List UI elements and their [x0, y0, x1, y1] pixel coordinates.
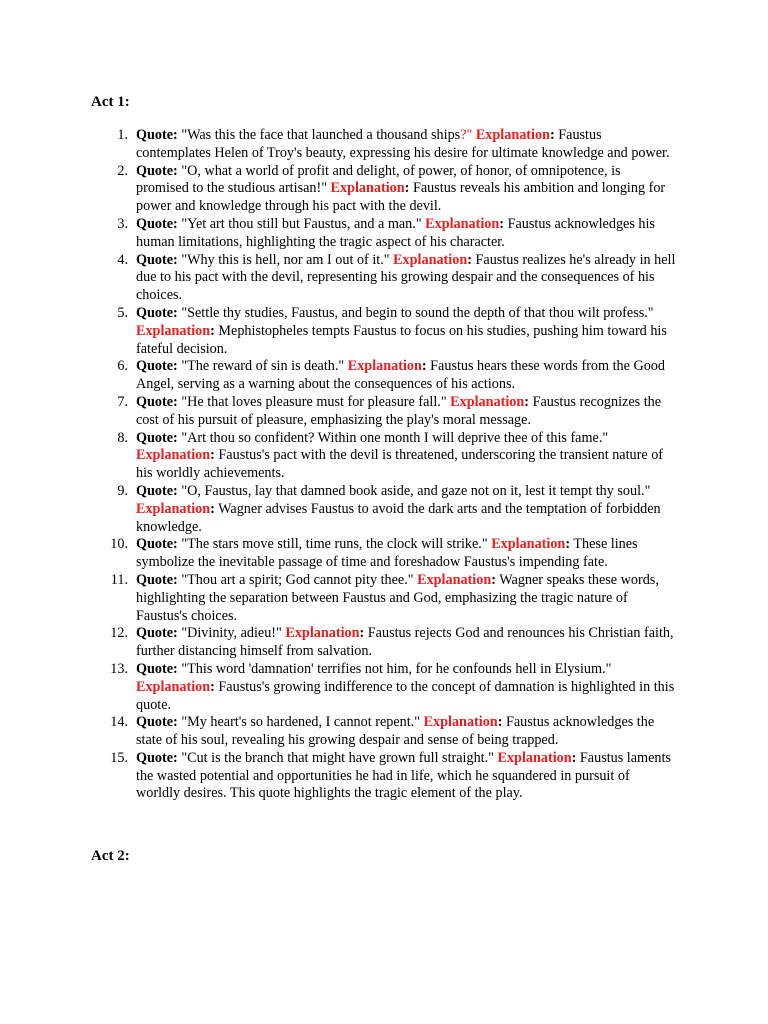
explanation-text: Faustus reveals his ambition and longing for power and knowledge through his pact with the devil.: [136, 180, 666, 215]
item-number: 15.: [110, 749, 128, 766]
explanation-colon: :: [565, 536, 571, 553]
explanation-colon: :: [497, 714, 503, 731]
item-number: 5.: [117, 304, 128, 321]
quote-list-item: [117, 482, 676, 536]
quote-label: Quote:: [136, 660, 178, 677]
explanation-text: Mephistopheles tempts Faustus to focus on his studies, pushing him toward his fateful decision.: [136, 322, 667, 357]
item-number: 7.: [117, 393, 128, 410]
explanation-text: Faustus hears these words from the Good Angel, serving as a warning about the consequences of his actions.: [136, 358, 665, 393]
explanation-text: These lines symbolize the inevitable passage of time and foreshadow Faustus's impending fate.: [136, 536, 638, 571]
act-2-heading: Act 2:: [91, 848, 130, 864]
quote-text: "Cut is the branch that might have grown full straight.": [181, 749, 494, 766]
explanation-label: Explanation: [423, 714, 498, 731]
quote-list-item: [117, 162, 676, 216]
explanation-label: Explanation: [491, 536, 566, 553]
quote-text: "The stars move still, time runs, the clock will strike.": [181, 536, 488, 553]
quote-text: "The reward of sin is death.": [181, 358, 345, 375]
explanation-label: Explanation: [417, 571, 492, 588]
explanation-text: Faustus acknowledges the state of his soul, revealing his growing despair and sense of being trapped.: [136, 714, 655, 749]
item-number: 11.: [110, 571, 128, 588]
explanation-label: Explanation: [425, 215, 500, 232]
quote-label: Quote:: [136, 536, 178, 553]
quote-list-item: [117, 393, 676, 430]
explanation-colon: :: [467, 251, 472, 268]
quote-list-item: [110, 536, 676, 572]
item-number: 12.: [110, 625, 128, 642]
quote-list-item: [110, 714, 676, 750]
item-number: 6.: [117, 358, 128, 375]
quote-list-item: [117, 215, 676, 252]
quote-text: "Art thou so confident? Within one month I will deprive thee of this fame.": [181, 429, 609, 446]
act-1-quote-list: [110, 127, 676, 803]
quote-list-item: [110, 571, 676, 625]
item-number: 9.: [117, 482, 128, 499]
quote-label: Quote:: [136, 625, 178, 642]
quote-label: Quote:: [136, 714, 178, 731]
explanation-label: Explanation: [330, 180, 405, 197]
quote-text: "Settle thy studies, Faustus, and begin to sound the depth of that thou wilt profess.": [181, 304, 654, 321]
quote-text: "Why this is hell, nor am I out of it.": [181, 251, 390, 268]
explanation-text: Faustus's pact with the devil is threatened, underscoring the transient nature of his worldly achievements.: [136, 447, 664, 482]
quote-text: "My heart's so hardened, I cannot repent.": [181, 714, 421, 731]
quote-list-item: [110, 749, 676, 803]
item-number: 14.: [110, 714, 128, 731]
explanation-colon: :: [499, 215, 505, 232]
explanation-label: Explanation: [347, 358, 422, 375]
quote-label: Quote:: [136, 749, 178, 766]
quote-list-item: [117, 429, 676, 483]
quote-text: "This word 'damnation' terrifies not him, for he confounds hell in Elysium.": [181, 660, 612, 677]
quote-list-item: [110, 625, 676, 661]
quote-text: "Thou art a spirit; God cannot pity thee.": [181, 571, 414, 588]
quote-text: "Divinity, adieu!": [181, 625, 282, 642]
explanation-text: Faustus realizes he's already in hell due to his pact with the devil, representing his growing despair and the consequences of his choices.: [136, 251, 676, 304]
explanation-colon: :: [571, 749, 577, 766]
explanation-text: Faustus recognizes the cost of his pursuit of pleasure, emphasizing the play's moral message.: [136, 393, 662, 428]
item-number: 10.: [110, 536, 128, 553]
explanation-colon: :: [421, 358, 427, 375]
explanation-colon: :: [404, 180, 410, 197]
explanation-text: Faustus rejects God and renounces his Christian faith, further distancing himself from salvation.: [136, 625, 674, 660]
explanation-label: Explanation: [136, 678, 211, 695]
quote-closing-mark: ?": [460, 127, 473, 143]
explanation-label: Explanation: [285, 625, 360, 642]
explanation-text: Faustus acknowledges his human limitations, highlighting the tragic aspect of his character.: [136, 215, 655, 250]
quote-label: Quote:: [136, 429, 178, 446]
quote-label: Quote:: [136, 127, 178, 143]
explanation-label: Explanation: [475, 127, 550, 143]
explanation-text: Faustus laments the wasted potential and opportunities he had in life, which he squandered in pursuit of worldly desires. This quote highlights the tragic element of the play.: [136, 749, 671, 802]
explanation-label: Explanation: [450, 393, 525, 410]
explanation-text: Faustus contemplates Helen of Troy's beauty, expressing his desire for ultimate knowledge and power.: [136, 127, 670, 161]
item-number: 1.: [117, 127, 128, 143]
quote-label: Quote:: [136, 393, 178, 410]
explanation-text: Faustus's growing indifference to the concept of damnation is highlighted in this quote.: [136, 678, 675, 713]
explanation-label: Explanation: [136, 447, 211, 464]
explanation-colon: :: [210, 322, 215, 339]
explanation-text: Wagner advises Faustus to avoid the dark arts and the temptation of forbidden knowledge.: [136, 500, 661, 535]
quote-label: Quote:: [136, 162, 178, 179]
quote-label: Quote:: [136, 482, 178, 499]
quote-list-item: [117, 304, 676, 358]
explanation-label: Explanation: [393, 251, 468, 268]
quote-list-item: [117, 127, 676, 163]
explanation-colon: :: [210, 678, 215, 695]
quote-list-item: [110, 660, 676, 714]
quote-text: "Was this the face that launched a thousand ships: [181, 127, 461, 143]
quote-label: Quote:: [136, 251, 178, 268]
quote-list-item: [117, 251, 676, 305]
item-number: 2.: [117, 162, 128, 179]
item-number: 3.: [117, 215, 128, 232]
explanation-label: Explanation: [497, 749, 572, 766]
quote-label: Quote:: [136, 358, 178, 375]
item-number: 8.: [117, 429, 128, 446]
quote-label: Quote:: [136, 304, 178, 321]
quote-text: "Yet art thou still but Faustus, and a man.": [181, 215, 422, 232]
quote-list-item: [117, 358, 676, 394]
explanation-colon: :: [210, 447, 215, 464]
explanation-label: Explanation: [136, 500, 211, 517]
quote-label: Quote:: [136, 215, 178, 232]
item-number: 13.: [110, 660, 128, 677]
explanation-colon: :: [491, 571, 496, 588]
explanation-colon: :: [210, 500, 215, 517]
explanation-colon: :: [359, 625, 365, 642]
quote-text: "O, what a world of profit and delight, of power, of honor, of omnipotence, is promised to the studious artisan!": [136, 162, 621, 197]
explanation-label: Explanation: [136, 322, 211, 339]
quote-label: Quote:: [136, 571, 178, 588]
act-1-heading: Act 1:: [91, 94, 130, 110]
explanation-colon: :: [524, 393, 530, 410]
item-number: 4.: [117, 251, 128, 268]
explanation-text: Wagner speaks these words, highlighting the separation between Faustus and God, emphasizing the tragic nature of Faustus's choices.: [136, 571, 659, 624]
explanation-colon: :: [549, 127, 555, 143]
quote-text: "He that loves pleasure must for pleasure fall.": [181, 393, 447, 410]
quote-text: "O, Faustus, lay that damned book aside, and gaze not on it, lest it tempt thy soul.": [181, 482, 651, 499]
